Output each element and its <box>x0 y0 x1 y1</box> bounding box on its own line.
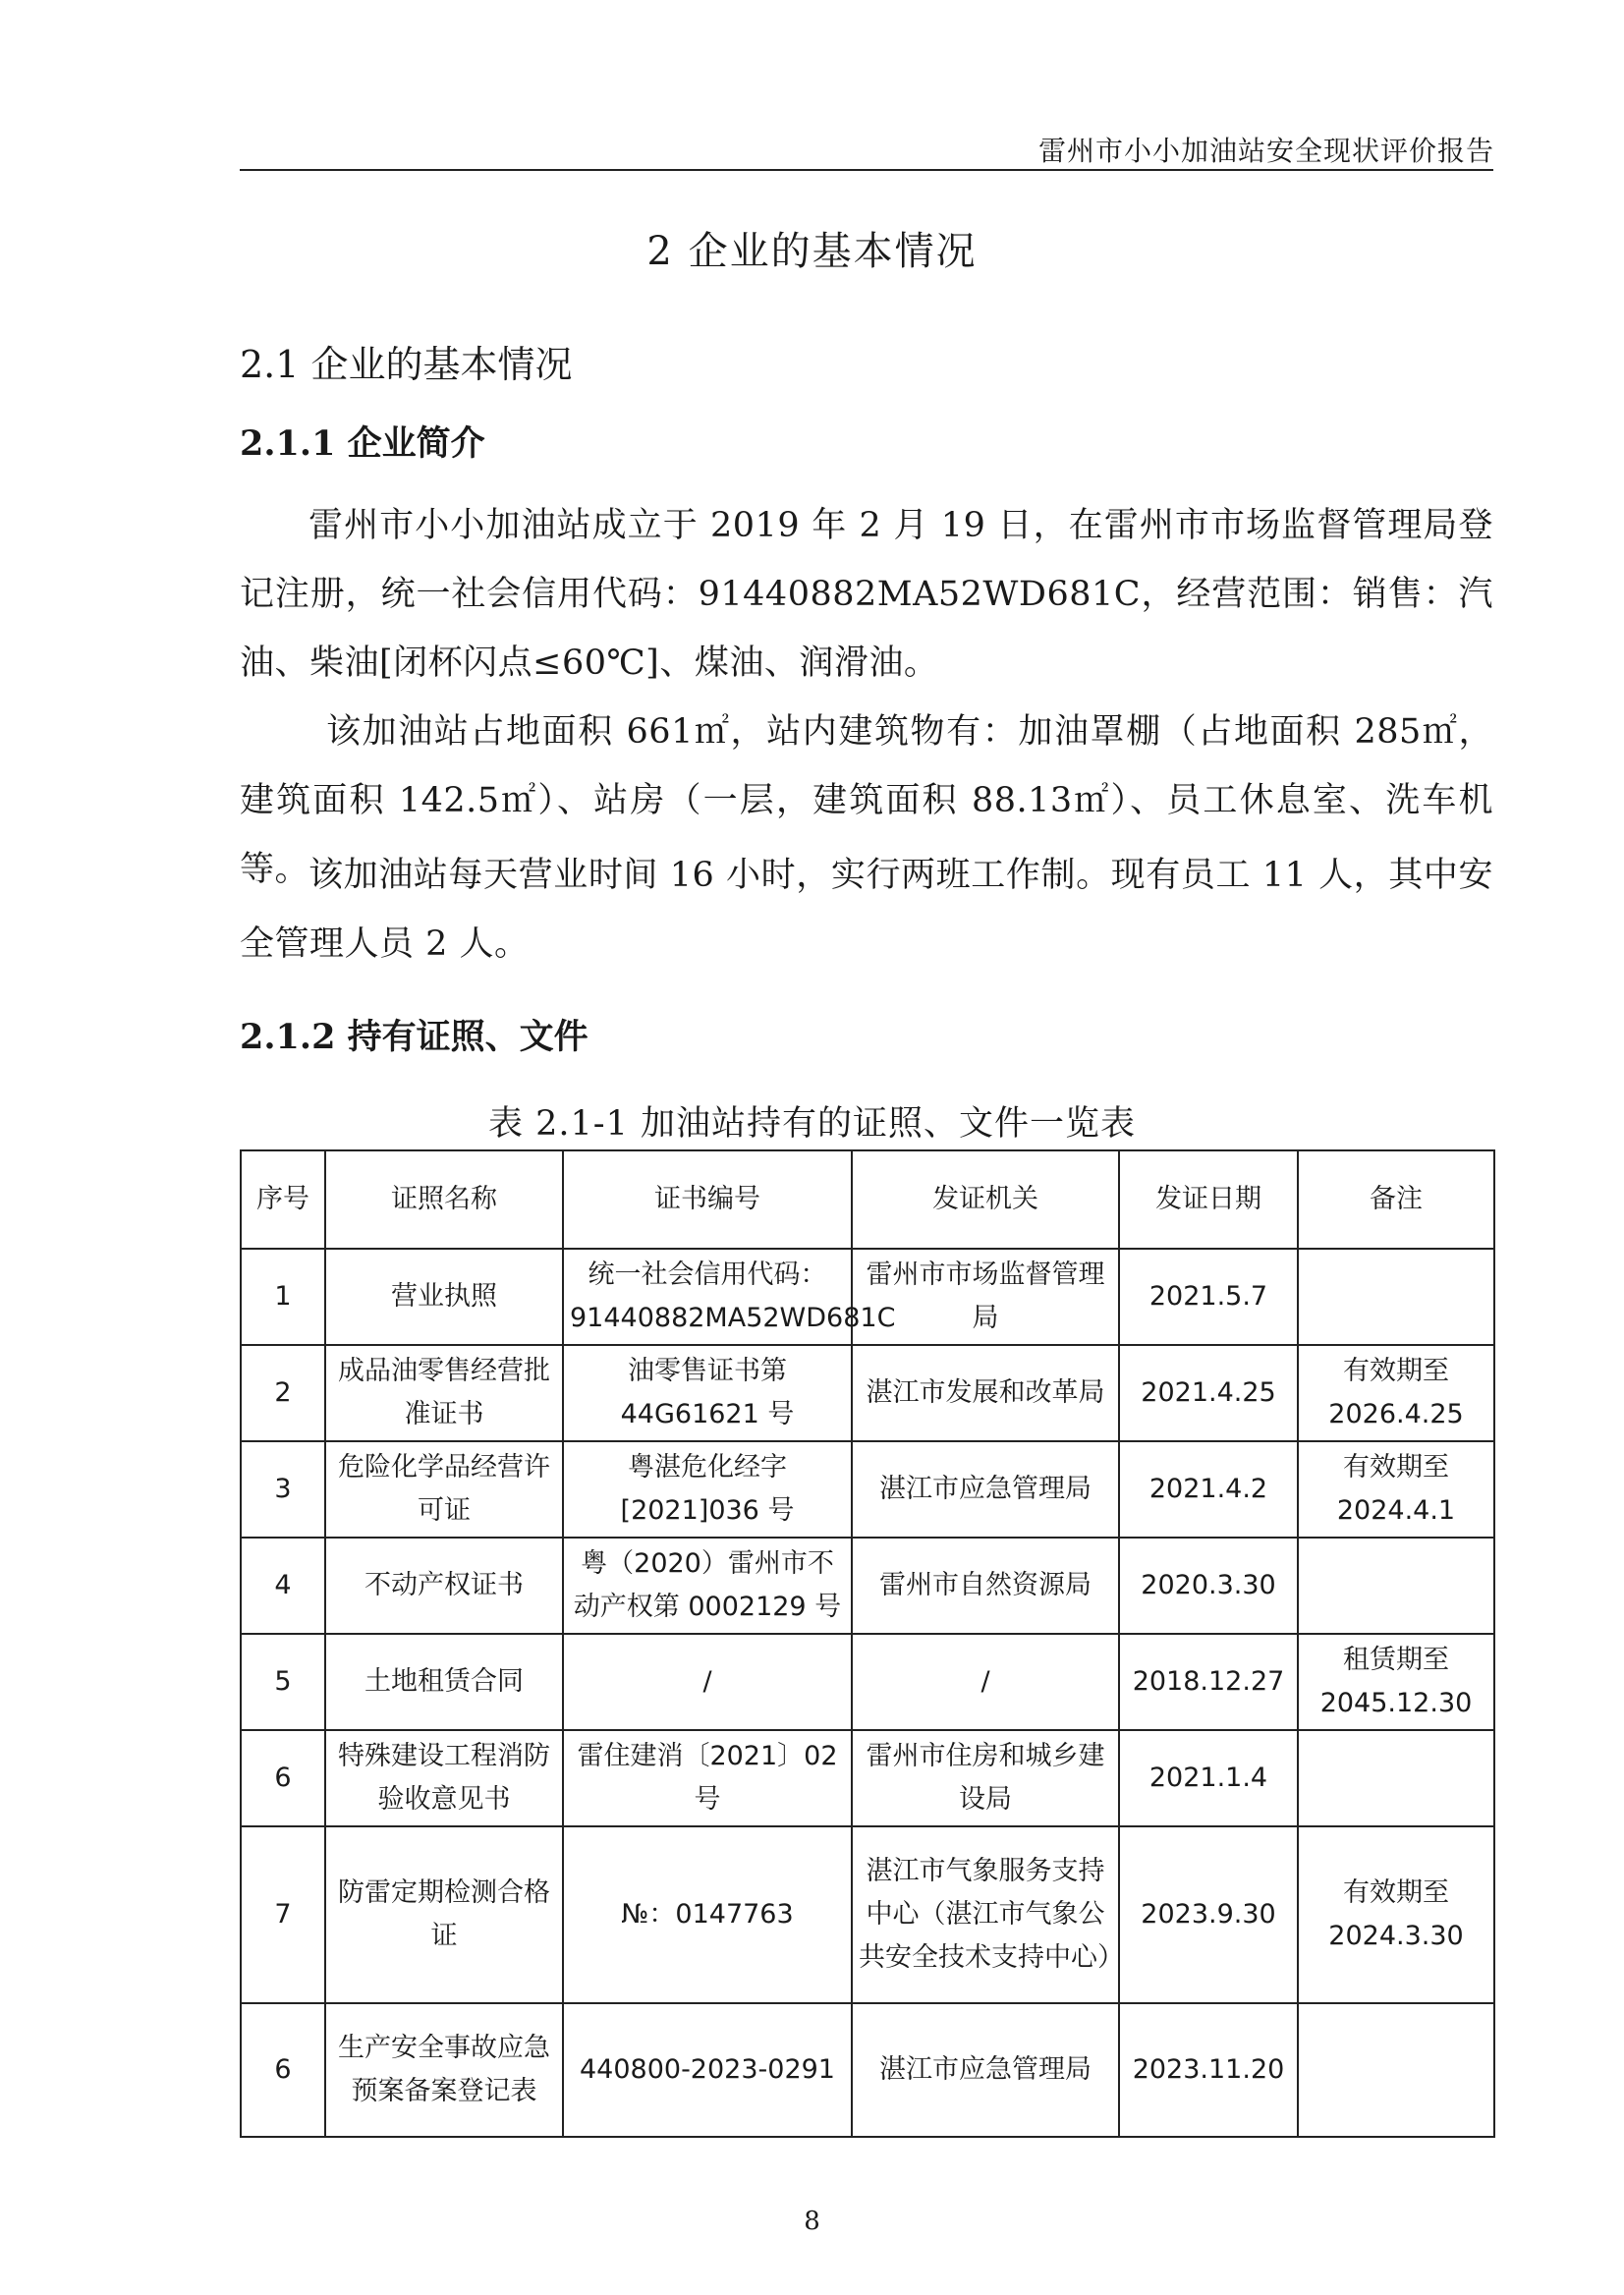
cell-index: 2 <box>241 1345 325 1441</box>
cell-name: 营业执照 <box>325 1249 563 1345</box>
cell-number: 统一社会信用代码：91440882MA52WD681C <box>563 1249 852 1345</box>
header-cell-name: 证照名称 <box>325 1150 563 1249</box>
cell-number: 油零售证书第 44G61621 号 <box>563 1345 852 1441</box>
cell-authority: 雷州市住房和城乡建设局 <box>852 1730 1119 1826</box>
cell-name: 成品油零售经营批准证书 <box>325 1345 563 1441</box>
header-cell-remark: 备注 <box>1298 1150 1494 1249</box>
page-header-title: 雷州市小小加油站安全现状评价报告 <box>1037 135 1494 167</box>
chapter-title: 2 企业的基本情况 <box>646 229 978 274</box>
cell-number: 440800-2023-0291 <box>563 2003 852 2137</box>
header-rule <box>240 169 1493 171</box>
header-cell-authority: 发证机关 <box>852 1150 1119 1249</box>
cell-authority: 湛江市发展和改革局 <box>852 1345 1119 1441</box>
table-row <box>241 1538 1494 1634</box>
table-header-row <box>241 1150 1494 1249</box>
header-cell-date: 发证日期 <box>1119 1150 1298 1249</box>
cell-remark: 有效期至 2024.4.1 <box>1298 1441 1494 1538</box>
intro-paragraph-2: 该加油站占地面积 661㎡，站内建筑物有：加油罩棚（占地面积 285㎡，建筑面积 142.5㎡）、站房（一层，建筑面积 88.13㎡）、员工休息室、洗车机等。 <box>240 712 1493 889</box>
cell-number: №：0147763 <box>563 1826 852 2003</box>
cell-date: 2021.4.25 <box>1119 1345 1298 1441</box>
cell-remark <box>1298 1249 1494 1345</box>
page-number: 8 <box>804 2207 820 2236</box>
cell-authority: 雷州市市场监督管理局 <box>852 1249 1119 1345</box>
cell-name: 特殊建设工程消防验收意见书 <box>325 1730 563 1826</box>
cell-authority: 湛江市应急管理局 <box>852 1441 1119 1538</box>
cell-authority: 雷州市自然资源局 <box>852 1538 1119 1634</box>
header-cell-index: 序号 <box>241 1150 325 1249</box>
cell-remark: 有效期至 2024.3.30 <box>1298 1826 1494 2003</box>
cell-date: 2023.11.20 <box>1119 2003 1298 2137</box>
table-row <box>241 1249 1494 1345</box>
subsection-title-intro: 2.1.1 企业简介 <box>240 423 485 464</box>
cell-index: 6 <box>241 1730 325 1826</box>
cell-index: 3 <box>241 1441 325 1538</box>
cell-name: 危险化学品经营许可证 <box>325 1441 563 1538</box>
cell-authority: 湛江市应急管理局 <box>852 2003 1119 2137</box>
table-row <box>241 1730 1494 1826</box>
table-row <box>241 2003 1494 2137</box>
cell-index: 7 <box>241 1826 325 2003</box>
cell-date: 2021.5.7 <box>1119 1249 1298 1345</box>
cell-index: 6 <box>241 2003 325 2137</box>
cell-name: 生产安全事故应急预案备案登记表 <box>325 2003 563 2137</box>
cell-name: 防雷定期检测合格证 <box>325 1826 563 2003</box>
cell-name: 不动产权证书 <box>325 1538 563 1634</box>
cell-authority: / <box>852 1634 1119 1730</box>
section-title: 2.1 企业的基本情况 <box>240 343 573 386</box>
cell-number: 粤（2020）雷州市不动产权第 0002129 号 <box>563 1538 852 1634</box>
table-caption: 表 2.1-1 加油站持有的证照、文件一览表 <box>487 1104 1136 1144</box>
cell-date: 2018.12.27 <box>1119 1634 1298 1730</box>
cell-date: 2021.4.2 <box>1119 1441 1298 1538</box>
header-cell-number: 证书编号 <box>563 1150 852 1249</box>
cell-date: 2023.9.30 <box>1119 1826 1298 2003</box>
cell-date: 2021.1.4 <box>1119 1730 1298 1826</box>
cell-name: 土地租赁合同 <box>325 1634 563 1730</box>
cell-remark: 有效期至 2026.4.25 <box>1298 1345 1494 1441</box>
cell-authority: 湛江市气象服务支持中心（湛江市气象公共安全技术支持中心） <box>852 1826 1119 2003</box>
cell-remark <box>1298 1730 1494 1826</box>
cell-number: 雷住建消〔2021〕02 号 <box>563 1730 852 1826</box>
table-row <box>241 1441 1494 1538</box>
cell-date: 2020.3.30 <box>1119 1538 1298 1634</box>
table-row <box>241 1826 1494 2003</box>
subsection-title-certificates: 2.1.2 持有证照、文件 <box>240 1017 588 1057</box>
cell-remark <box>1298 1538 1494 1634</box>
cell-index: 1 <box>241 1249 325 1345</box>
certificates-table <box>240 1149 1495 2138</box>
cell-remark <box>1298 2003 1494 2137</box>
table-row <box>241 1345 1494 1441</box>
cell-index: 4 <box>241 1538 325 1634</box>
intro-paragraph-1: 雷州市小小加油站成立于 2019 年 2 月 19 日，在雷州市市场监督管理局登记注册，统一社会信用代码：91440882MA52WD681C，经营范围：销售：汽油、柴油[闭杯闪点≤60℃]、煤油、润滑油。 <box>240 506 1493 683</box>
table-row <box>241 1634 1494 1730</box>
cell-index: 5 <box>241 1634 325 1730</box>
cell-remark: 租赁期至 2045.12.30 <box>1298 1634 1494 1730</box>
cell-number: 粤湛危化经字[2021]036 号 <box>563 1441 852 1538</box>
cell-number: / <box>563 1634 852 1730</box>
intro-paragraph-3: 该加油站每天营业时间 16 小时，实行两班工作制。现有员工 11 人，其中安全管理人员 2 人。 <box>240 856 1493 964</box>
